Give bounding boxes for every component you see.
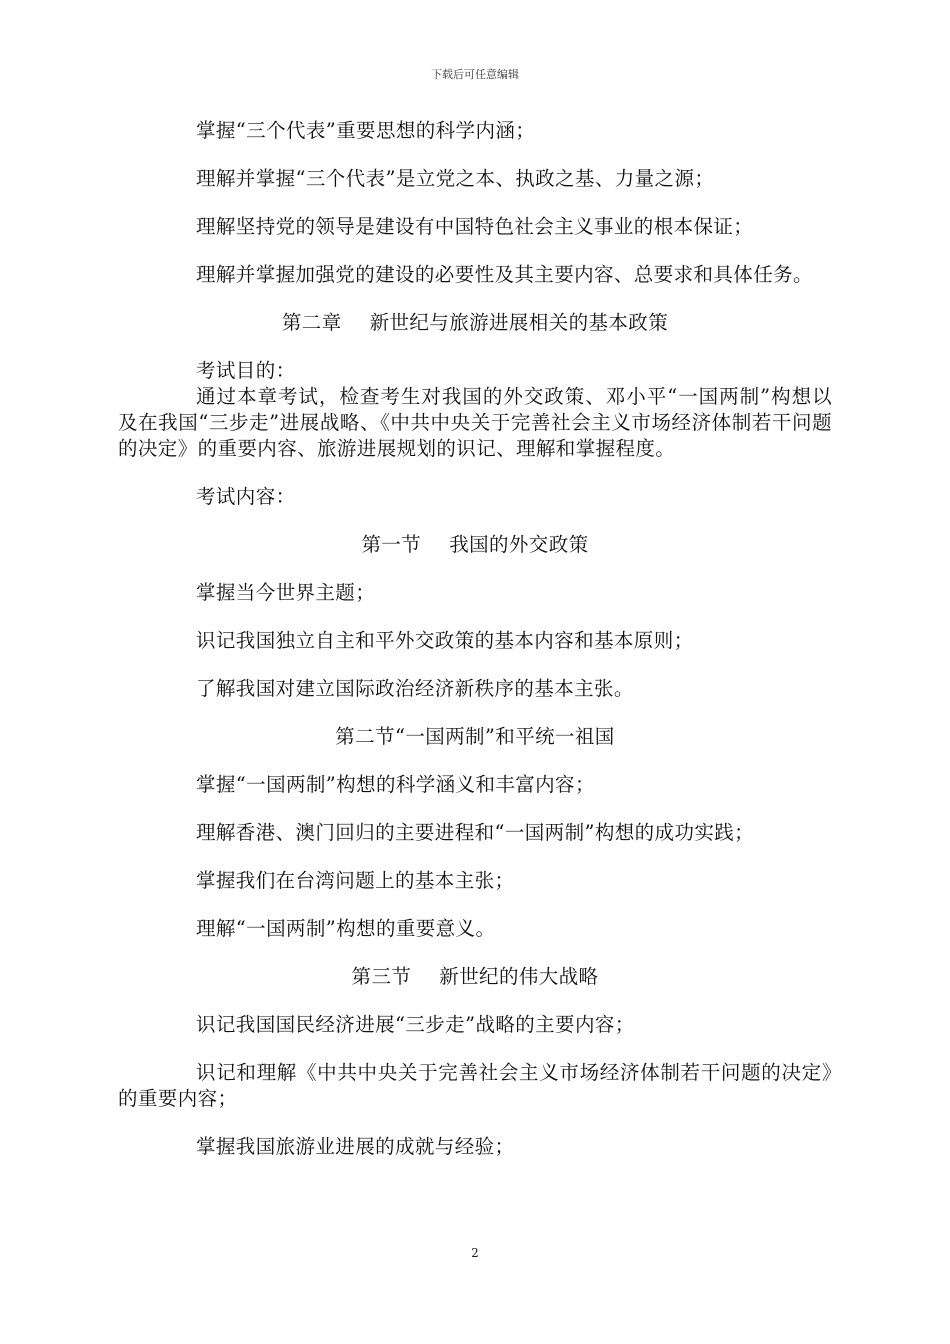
section-heading [118, 532, 832, 558]
section-number: 第三节 [351, 965, 412, 988]
chapter-number: 第二章 [281, 311, 342, 334]
page-header: 下载后可任意编辑 [431, 68, 519, 81]
chapter-heading [118, 310, 832, 336]
paragraph: 掌握当今世界主题； [196, 581, 376, 604]
paragraph: 识记和理解《中共中央关于完善社会主义市场经济体制若干问题的决定》的重要内容； [118, 1061, 832, 1110]
paragraph: 识记我国独立自主和平外交政策的基本内容和基本原则； [196, 629, 694, 652]
paragraph: 理解“一国两制”构想的重要意义。 [196, 917, 496, 940]
paragraph: 掌握“三个代表”重要思想的科学内涵； [196, 119, 536, 142]
paragraph: 理解坚持党的领导是建设有中国特色社会主义事业的根本保证； [196, 215, 754, 238]
document-body [118, 118, 832, 1182]
paragraph: 理解香港、澳门回归的主要进程和“一国两制”构想的成功实践； [196, 821, 755, 844]
exam-goal-text: 通过本章考试，检查考生对我国的外交政策、邓小平“一国两制”构想以及在我国“三步走”进展战略、《中共中央关于完善社会主义市场经济体制若干问题的决定》的重要内容、旅游进展规划的识记、理解和掌握程度。 [118, 385, 832, 460]
section-number: 第一节 [361, 533, 422, 556]
chapter-title: 新世纪与旅游进展相关的基本政策 [369, 311, 669, 334]
exam-goal-label: 考试目的： [196, 359, 296, 382]
section-title: 新世纪的伟大战略 [439, 965, 599, 988]
paragraph: 理解并掌握“三个代表”是立党之本、执政之基、力量之源； [196, 167, 715, 190]
paragraph: 掌握我国旅游业进展的成就与经验； [196, 1135, 515, 1158]
paragraph: 识记我国国民经济进展“三步走”战略的主要内容； [196, 1013, 635, 1036]
paragraph: 了解我国对建立国际政治经济新秩序的基本主张。 [196, 677, 634, 700]
page-number: 2 [471, 1246, 479, 1260]
section-heading [118, 964, 832, 990]
paragraph: 掌握我们在台湾问题上的基本主张； [196, 869, 515, 892]
paragraph: 理解并掌握加强党的建设的必要性及其主要内容、总要求和具体任务。 [196, 263, 813, 286]
paragraph: 掌握“一国两制”构想的科学涵义和丰富内容； [196, 773, 595, 796]
section-title: 我国的外交政策 [449, 533, 589, 556]
section-heading: 第二节“一国两制”和平统一祖国 [335, 725, 615, 748]
exam-content-label: 考试内容： [196, 485, 296, 508]
